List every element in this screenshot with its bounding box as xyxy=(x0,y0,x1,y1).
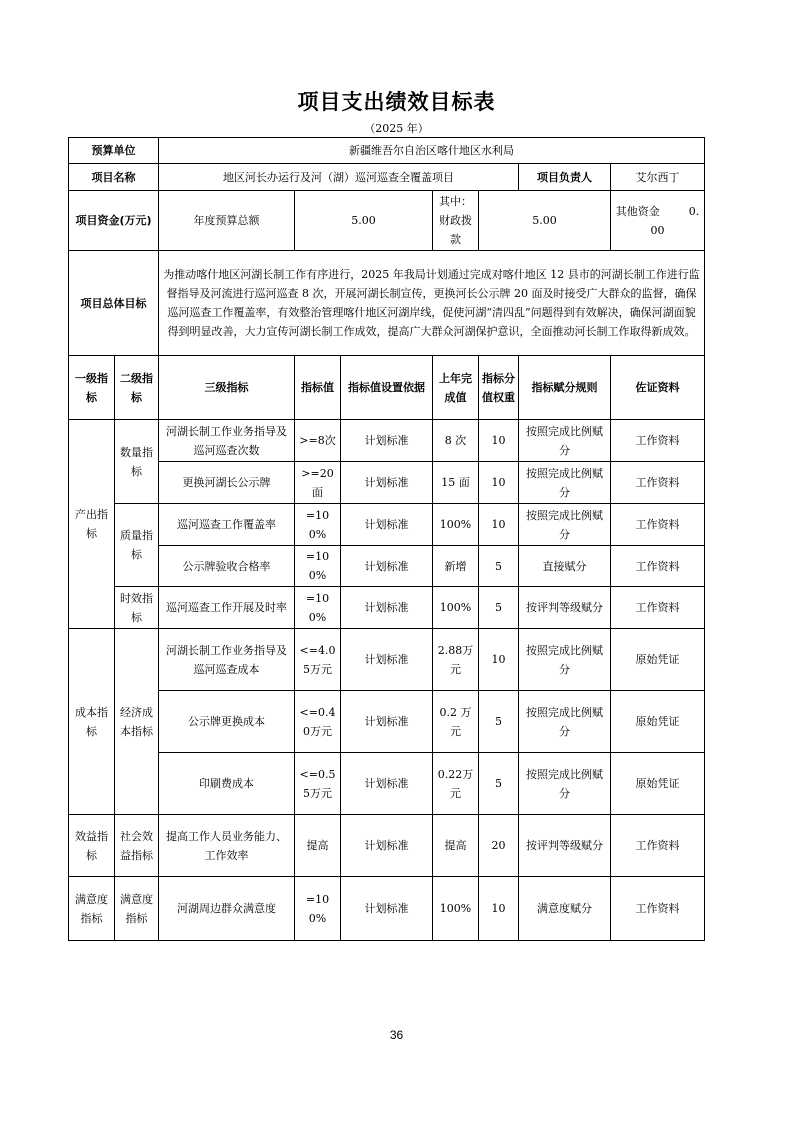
value-cell: >=8次 xyxy=(295,420,341,462)
value-cell: <=0.55万元 xyxy=(295,753,341,815)
group-benefit: 效益指标 xyxy=(69,815,115,877)
weight-cell: 10 xyxy=(479,462,519,504)
rule-cell: 按照完成比例赋分 xyxy=(519,753,611,815)
basis-cell: 计划标准 xyxy=(341,629,433,691)
level3-cell: 提高工作人员业务能力、工作效率 xyxy=(159,815,295,877)
level3-cell: 河湖周边群众满意度 xyxy=(159,877,295,941)
budget-unit-label: 预算单位 xyxy=(69,138,159,164)
basis-cell: 计划标准 xyxy=(341,691,433,753)
rule-cell: 按照完成比例赋分 xyxy=(519,462,611,504)
level3-cell: 更换河湖长公示牌 xyxy=(159,462,295,504)
goal-label: 项目总体目标 xyxy=(69,251,159,356)
col-level3: 三级指标 xyxy=(159,356,295,420)
funds-label: 项目资金(万元) xyxy=(69,191,159,251)
group-satisfaction: 满意度指标 xyxy=(69,877,115,941)
level3-cell: 巡河巡查工作开展及时率 xyxy=(159,587,295,629)
weight-cell: 10 xyxy=(479,504,519,546)
last-year-cell: 0.2 万元 xyxy=(433,691,479,753)
last-year-cell: 新增 xyxy=(433,546,479,587)
weight-cell: 10 xyxy=(479,629,519,691)
weight-cell: 20 xyxy=(479,815,519,877)
col-weight: 指标分值权重 xyxy=(479,356,519,420)
value-cell: =100% xyxy=(295,546,341,587)
weight-cell: 5 xyxy=(479,691,519,753)
basis-cell: 计划标准 xyxy=(341,877,433,941)
last-year-cell: 0.22万元 xyxy=(433,753,479,815)
weight-cell: 5 xyxy=(479,753,519,815)
basis-cell: 计划标准 xyxy=(341,504,433,546)
year-subtitle: （2025 年） xyxy=(364,122,429,135)
last-year-cell: 2.88万元 xyxy=(433,629,479,691)
project-leader-value: 艾尔西丁 xyxy=(611,164,705,191)
table-row xyxy=(69,753,705,815)
evidence-cell: 工作资料 xyxy=(611,877,705,941)
basis-cell: 计划标准 xyxy=(341,587,433,629)
col-level2: 二级指标 xyxy=(115,356,159,420)
level3-cell: 印刷费成本 xyxy=(159,753,295,815)
project-leader-label: 项目负责人 xyxy=(519,164,611,191)
table-row xyxy=(69,420,705,462)
page-title: 项目支出绩效目标表 xyxy=(297,90,496,114)
rule-cell: 按评判等级赋分 xyxy=(519,815,611,877)
table-row xyxy=(69,504,705,546)
level3-cell: 公示牌验收合格率 xyxy=(159,546,295,587)
table-row xyxy=(69,815,705,877)
group-quality: 质量指标 xyxy=(115,504,159,587)
rule-cell: 按照完成比例赋分 xyxy=(519,504,611,546)
rule-cell: 按评判等级赋分 xyxy=(519,587,611,629)
value-cell: 提高 xyxy=(295,815,341,877)
basis-cell: 计划标准 xyxy=(341,753,433,815)
value-cell: =100% xyxy=(295,504,341,546)
last-year-cell: 100% xyxy=(433,504,479,546)
evidence-cell: 工作资料 xyxy=(611,420,705,462)
col-level1: 一级指标 xyxy=(69,356,115,420)
table-row xyxy=(69,587,705,629)
other-funds-label: 其他资金 xyxy=(615,204,660,218)
group-social-benefit: 社会效益指标 xyxy=(115,815,159,877)
project-name-value: 地区河长办运行及河（湖）巡河巡查全覆盖项目 xyxy=(159,164,519,191)
fiscal-value: 5.00 xyxy=(479,191,611,251)
basis-cell: 计划标准 xyxy=(341,462,433,504)
table-row xyxy=(69,691,705,753)
budget-unit-row xyxy=(69,138,705,164)
basis-cell: 计划标准 xyxy=(341,420,433,462)
value-cell: <=0.40万元 xyxy=(295,691,341,753)
group-timeliness: 时效指标 xyxy=(115,587,159,629)
level3-cell: 河湖长制工作业务指导及巡河巡查次数 xyxy=(159,420,295,462)
col-basis: 指标值设置依据 xyxy=(341,356,433,420)
col-evidence: 佐证资料 xyxy=(611,356,705,420)
rule-cell: 按照完成比例赋分 xyxy=(519,691,611,753)
level3-cell: 巡河巡查工作覆盖率 xyxy=(159,504,295,546)
table-row xyxy=(69,629,705,691)
level3-cell: 河湖长制工作业务指导及巡河巡查成本 xyxy=(159,629,295,691)
group-economic-cost: 经济成本指标 xyxy=(115,629,159,815)
evidence-cell: 工作资料 xyxy=(611,587,705,629)
fiscal-label: 其中：财政拨款 xyxy=(433,191,479,251)
evidence-cell: 原始凭证 xyxy=(611,753,705,815)
table-row xyxy=(69,546,705,587)
last-year-cell: 8 次 xyxy=(433,420,479,462)
column-header-row xyxy=(69,356,705,420)
other-funds-cell xyxy=(611,191,705,251)
level3-cell: 公示牌更换成本 xyxy=(159,691,295,753)
page-number: 36 xyxy=(389,1028,404,1042)
basis-cell: 计划标准 xyxy=(341,815,433,877)
last-year-cell: 提高 xyxy=(433,815,479,877)
col-last-year: 上年完成值 xyxy=(433,356,479,420)
performance-table xyxy=(68,137,705,941)
weight-cell: 10 xyxy=(479,877,519,941)
budget-unit-value: 新疆维吾尔自治区喀什地区水利局 xyxy=(159,138,705,164)
value-cell: =100% xyxy=(295,877,341,941)
evidence-cell: 工作资料 xyxy=(611,815,705,877)
funds-row xyxy=(69,191,705,251)
value-cell: <=4.05万元 xyxy=(295,629,341,691)
group-output: 产出指标 xyxy=(69,420,115,629)
last-year-cell: 100% xyxy=(433,587,479,629)
evidence-cell: 工作资料 xyxy=(611,504,705,546)
last-year-cell: 15 面 xyxy=(433,462,479,504)
evidence-cell: 工作资料 xyxy=(611,462,705,504)
group-quantity: 数量指标 xyxy=(115,420,159,504)
evidence-cell: 工作资料 xyxy=(611,546,705,587)
rule-cell: 按照完成比例赋分 xyxy=(519,629,611,691)
project-name-label: 项目名称 xyxy=(69,164,159,191)
project-name-row xyxy=(69,164,705,191)
group-satisfaction-2: 满意度指标 xyxy=(115,877,159,941)
rule-cell: 按照完成比例赋分 xyxy=(519,420,611,462)
value-cell: >=20面 xyxy=(295,462,341,504)
basis-cell: 计划标准 xyxy=(341,546,433,587)
col-value: 指标值 xyxy=(295,356,341,420)
evidence-cell: 原始凭证 xyxy=(611,691,705,753)
other-funds-value: 0.00 xyxy=(650,204,700,237)
weight-cell: 10 xyxy=(479,420,519,462)
annual-budget-label: 年度预算总额 xyxy=(159,191,295,251)
weight-cell: 5 xyxy=(479,587,519,629)
evidence-cell: 原始凭证 xyxy=(611,629,705,691)
goal-row xyxy=(69,251,705,356)
table-row xyxy=(69,462,705,504)
weight-cell: 5 xyxy=(479,546,519,587)
table-row xyxy=(69,877,705,941)
goal-text: 为推动喀什地区河湖长制工作有序进行，2025 年我局计划通过完成对喀什地区 12 县市的河湖长制工作进行监督指导及河流进行巡河巡查 8 次，开展河湖长制宣传，更换河长公示牌 20 面及时接受广大群众的监督，确保巡河巡查工作覆盖率，有效整治管理喀什地区河湖岸线，促使河湖“清四乱”问题得到有效解决，确保河湖面貌得到明显改善，大力宣传河湖长制工作成效，提高广大群众河湖保护意识，全面推动河长制工作取得新成效。 xyxy=(159,251,705,356)
value-cell: =100% xyxy=(295,587,341,629)
last-year-cell: 100% xyxy=(433,877,479,941)
col-rule: 指标赋分规则 xyxy=(519,356,611,420)
annual-budget-value: 5.00 xyxy=(295,191,433,251)
rule-cell: 直接赋分 xyxy=(519,546,611,587)
group-cost: 成本指标 xyxy=(69,629,115,815)
rule-cell: 满意度赋分 xyxy=(519,877,611,941)
